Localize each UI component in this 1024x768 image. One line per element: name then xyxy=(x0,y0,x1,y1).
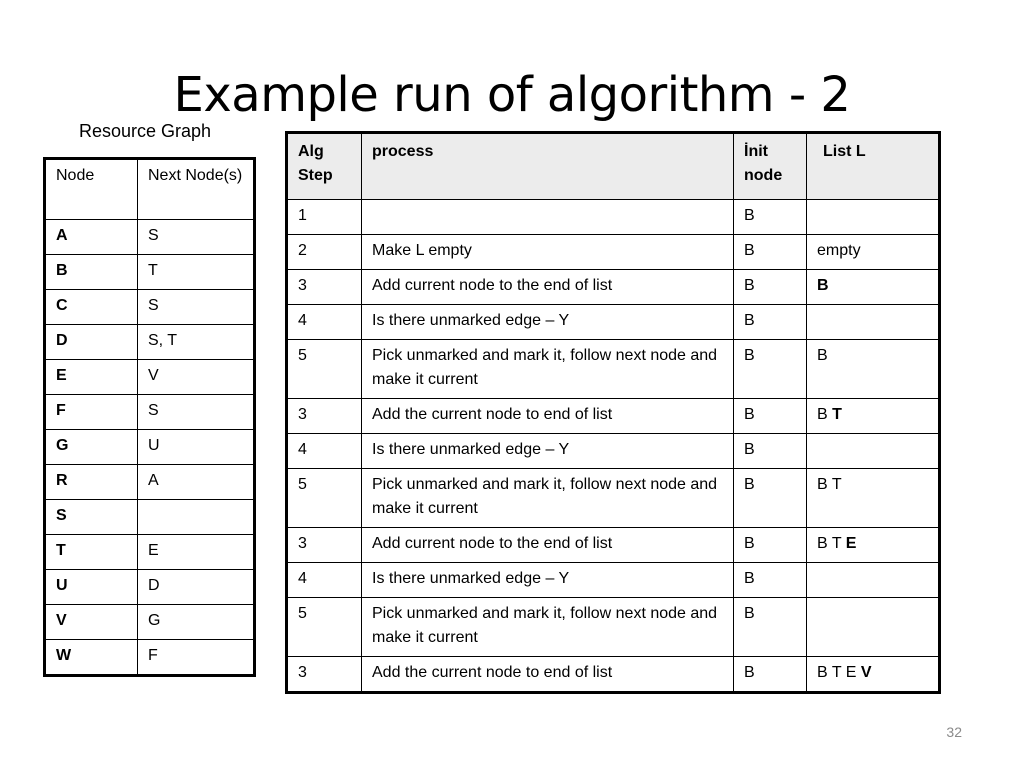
node-cell: B xyxy=(45,255,138,290)
list-new-node: B xyxy=(817,277,829,294)
table-row xyxy=(287,563,940,598)
table-row xyxy=(45,325,255,360)
step-cell: 3 xyxy=(287,270,362,305)
list-cell xyxy=(807,598,940,657)
list-new-node: V xyxy=(860,664,872,681)
next-nodes-cell: D xyxy=(138,570,255,605)
list-cell xyxy=(807,200,940,235)
step-cell: 1 xyxy=(287,200,362,235)
table-row xyxy=(287,270,940,305)
init-node-cell: B xyxy=(734,528,807,563)
process-cell: Is there unmarked edge – Y xyxy=(362,305,734,340)
list-plain: B T xyxy=(817,535,846,552)
next-nodes-cell xyxy=(138,500,255,535)
node-cell: R xyxy=(45,465,138,500)
resource-graph-caption: Resource Graph xyxy=(79,121,212,141)
list-cell xyxy=(807,340,940,399)
process-cell: Add current node to the end of list xyxy=(362,528,734,563)
table-row xyxy=(287,399,940,434)
step-cell: 2 xyxy=(287,235,362,270)
node-cell: G xyxy=(45,430,138,465)
list-cell xyxy=(807,657,940,693)
table-row xyxy=(45,535,255,570)
list-cell xyxy=(807,270,940,305)
process-cell xyxy=(362,200,734,235)
list-cell xyxy=(807,469,940,528)
table-row xyxy=(45,605,255,640)
table-row xyxy=(287,598,940,657)
table-row xyxy=(45,500,255,535)
step-cell: 4 xyxy=(287,434,362,469)
header-next-nodes: Next Node(s) xyxy=(138,159,255,220)
node-cell: E xyxy=(45,360,138,395)
step-cell: 3 xyxy=(287,528,362,563)
header-init-node xyxy=(734,133,807,200)
init-node-cell: B xyxy=(734,399,807,434)
list-new-node: E xyxy=(845,535,857,552)
node-cell: T xyxy=(45,535,138,570)
init-node-cell: B xyxy=(734,305,807,340)
list-plain: B T E xyxy=(817,664,861,681)
init-node-cell: B xyxy=(734,469,807,528)
table-row xyxy=(45,430,255,465)
resource-graph-table xyxy=(43,157,256,677)
table-header-row xyxy=(45,159,255,220)
node-cell: V xyxy=(45,605,138,640)
header-init-line2: node xyxy=(744,167,783,184)
list-plain: B xyxy=(817,347,828,364)
init-node-cell: B xyxy=(734,598,807,657)
process-cell: Pick unmarked and mark it, follow next node and make it current xyxy=(362,340,734,399)
node-cell: D xyxy=(45,325,138,360)
page-number: 32 xyxy=(946,724,962,740)
table-row xyxy=(287,200,940,235)
init-node-cell: B xyxy=(734,200,807,235)
header-node: Node xyxy=(45,159,138,220)
table-row xyxy=(287,528,940,563)
step-cell: 5 xyxy=(287,598,362,657)
table-row xyxy=(287,657,940,693)
list-plain: empty xyxy=(817,242,861,259)
step-cell: 5 xyxy=(287,469,362,528)
table-row xyxy=(45,395,255,430)
next-nodes-cell: S xyxy=(138,395,255,430)
header-list-l: List L xyxy=(807,133,940,200)
table-row xyxy=(45,360,255,395)
node-cell: C xyxy=(45,290,138,325)
next-nodes-cell: U xyxy=(138,430,255,465)
next-nodes-cell: E xyxy=(138,535,255,570)
next-nodes-cell: S xyxy=(138,220,255,255)
process-cell: Add the current node to end of list xyxy=(362,399,734,434)
process-cell: Add current node to the end of list xyxy=(362,270,734,305)
process-cell: Pick unmarked and mark it, follow next node and make it current xyxy=(362,598,734,657)
step-cell: 3 xyxy=(287,399,362,434)
node-cell: U xyxy=(45,570,138,605)
process-cell: Is there unmarked edge – Y xyxy=(362,434,734,469)
node-cell: S xyxy=(45,500,138,535)
algorithm-steps-table xyxy=(285,131,941,694)
init-node-cell: B xyxy=(734,434,807,469)
list-cell xyxy=(807,528,940,563)
table-row xyxy=(287,305,940,340)
list-cell xyxy=(807,235,940,270)
next-nodes-cell: T xyxy=(138,255,255,290)
next-nodes-cell: G xyxy=(138,605,255,640)
list-cell xyxy=(807,399,940,434)
next-nodes-cell: S, T xyxy=(138,325,255,360)
node-cell: F xyxy=(45,395,138,430)
table-row xyxy=(45,465,255,500)
init-node-cell: B xyxy=(734,340,807,399)
table-header-row xyxy=(287,133,940,200)
list-cell xyxy=(807,563,940,598)
init-node-cell: B xyxy=(734,235,807,270)
list-plain: B xyxy=(817,406,833,423)
node-cell: A xyxy=(45,220,138,255)
list-cell xyxy=(807,434,940,469)
table-row xyxy=(287,235,940,270)
init-node-cell: B xyxy=(734,270,807,305)
list-cell xyxy=(807,305,940,340)
process-cell: Pick unmarked and mark it, follow next node and make it current xyxy=(362,469,734,528)
table-row xyxy=(287,340,940,399)
next-nodes-cell: V xyxy=(138,360,255,395)
process-cell: Is there unmarked edge – Y xyxy=(362,563,734,598)
step-cell: 4 xyxy=(287,563,362,598)
table-row xyxy=(45,640,255,676)
header-process: process xyxy=(362,133,734,200)
table-row xyxy=(45,220,255,255)
node-cell: W xyxy=(45,640,138,676)
table-row xyxy=(45,255,255,290)
step-cell: 3 xyxy=(287,657,362,693)
next-nodes-cell: A xyxy=(138,465,255,500)
table-row xyxy=(45,290,255,325)
table-row xyxy=(287,469,940,528)
next-nodes-cell: S xyxy=(138,290,255,325)
init-node-cell: B xyxy=(734,563,807,598)
header-alg-step: Alg Step xyxy=(287,133,362,200)
init-node-cell: B xyxy=(734,657,807,693)
list-new-node: T xyxy=(832,406,842,423)
process-cell: Make L empty xyxy=(362,235,734,270)
list-plain: B T xyxy=(817,476,842,493)
step-cell: 4 xyxy=(287,305,362,340)
table-row xyxy=(45,570,255,605)
step-cell: 5 xyxy=(287,340,362,399)
header-init-line1: İnit xyxy=(744,143,768,160)
slide-title: Example run of algorithm - 2 xyxy=(173,67,851,123)
process-cell: Add the current node to end of list xyxy=(362,657,734,693)
next-nodes-cell: F xyxy=(138,640,255,676)
table-row xyxy=(287,434,940,469)
